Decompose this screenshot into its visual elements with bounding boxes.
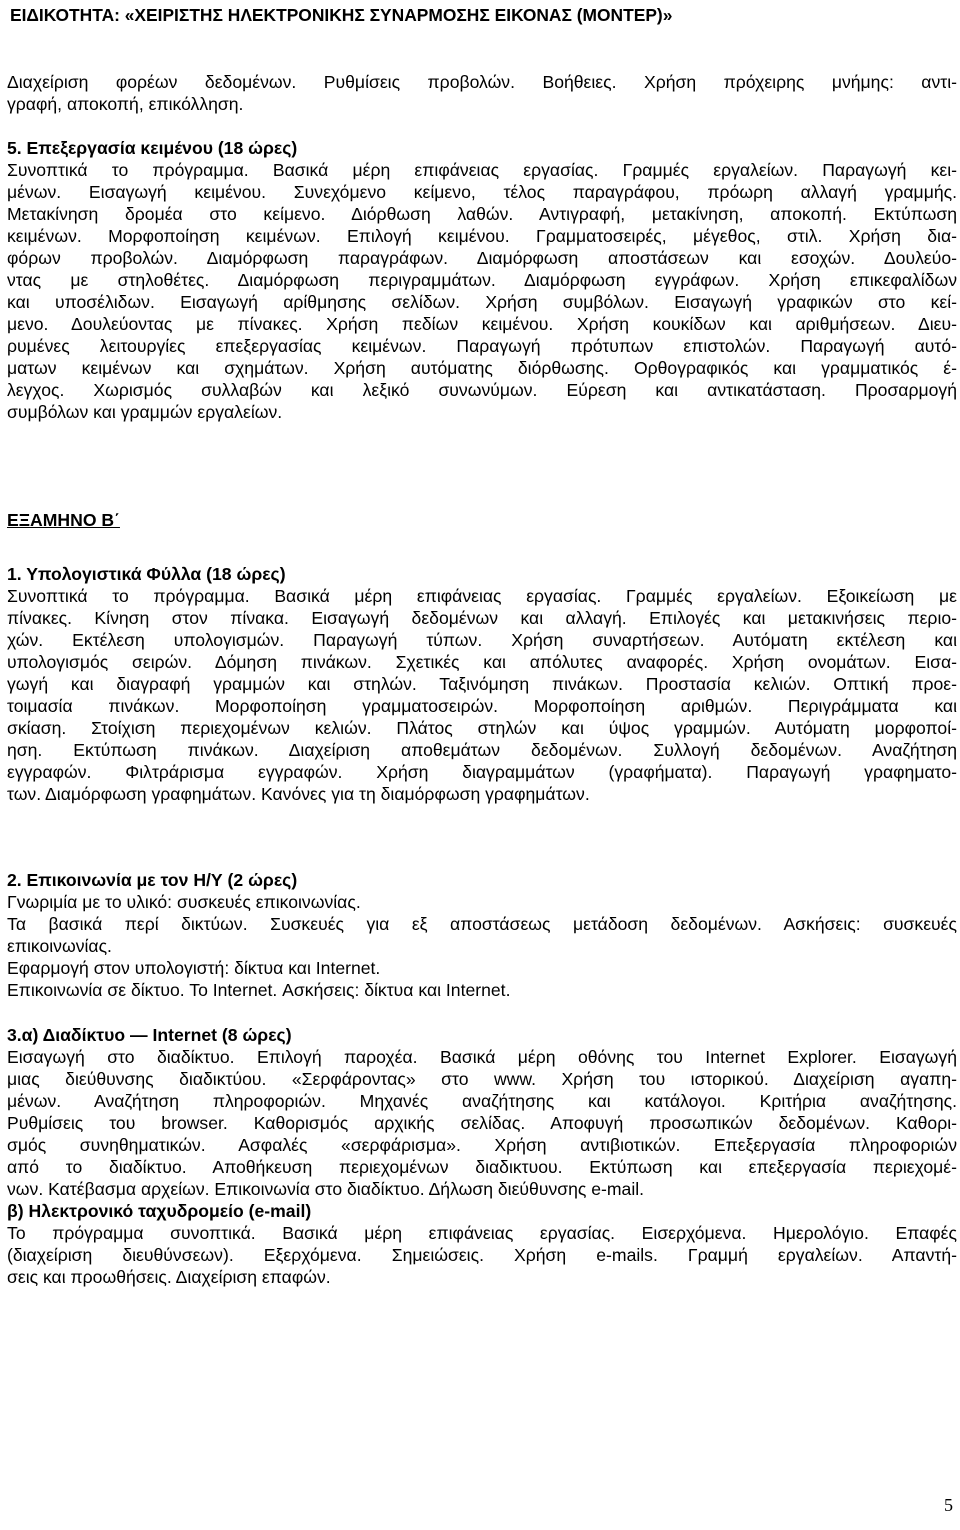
paragraph-line: συμβόλων και γραμμών εργαλείων. <box>7 402 283 422</box>
paragraph-line: ρυμένες λειτουργίες επεξεργασίας κειμένων. Παραγωγή πρότυπων επιστολών. Παραγωγή αυτό- <box>7 336 957 356</box>
paragraph-line: Το πρόγραμμα συνοπτικά. Βασικά μέρη επιφάνειας εργασίας. Εισερχόμενα. Ημερολόγιο. Επαφές <box>7 1223 957 1243</box>
paragraph-line: χών. Εκτέλεση υπολογισμών. Παραγωγή τύπων. Χρήση συναρτήσεων. Αυτόματη εκτέλεση και <box>7 630 957 650</box>
paragraph-line: γωγή και διαγραφή γραμμών και στηλών. Ταξινόμηση πινάκων. Προστασία κελιών. Οπτική προε- <box>7 674 957 694</box>
paragraph-line: σεις και προωθήσεις. Διαχείριση επαφών. <box>7 1267 331 1287</box>
section-title: 1. Υπολογιστικά Φύλλα (18 ώρες) <box>7 564 286 584</box>
paragraph-line: επικοινωνίας. <box>7 936 112 956</box>
section-title: β) Ηλεκτρονικό ταχυδρομείο (e-mail) <box>7 1201 312 1221</box>
paragraph-line: Γνωριμία με το υλικό: συσκευές επικοινωνίας. <box>7 892 361 912</box>
paragraph-line: Συνοπτικά το πρόγραμμα. Βασικά μέρη επιφάνειας εργασίας. Γραμμές εργαλείων. Παραγωγή κει- <box>7 160 957 180</box>
paragraph-line: Τα βασικά περί δικτύων. Συσκευές για εξ αποστάσεως μετάδοση δεδομένων. Ασκήσεις: συσκευές <box>7 914 957 934</box>
paragraph-line: ματων κειμένων και σχημάτων. Χρήση αυτόματης διόρθωσης. Ορθογραφικός και γραμματικός έ- <box>7 358 957 378</box>
paragraph-line: μένων. Εισαγωγή κειμένου. Συνεχόμενο κείμενο, τέλος παραγράφου, πρόωρη αλλαγή γραμμής. <box>7 182 957 202</box>
paragraph-line: κειμένων. Μορφοποίηση κειμένων. Επιλογή κειμένου. Γραμματοσειρές, μέγεθος, στιλ. Χρήση δια- <box>7 226 957 246</box>
page-header: ΕΙΔΙΚΟΤΗΤΑ: «ΧΕΙΡΙΣΤΗΣ ΗΛΕΚΤΡΟΝΙΚΗΣ ΣΥΝΑΡΜΟΣΗΣ ΕΙΚΟΝΑΣ (ΜΟΝΤΕΡ)» <box>10 5 673 25</box>
paragraph-line: Εφαρμογή στον υπολογιστή: δίκτυα και Internet. <box>7 958 381 978</box>
paragraph-line: μένων. Αναζήτηση πληροφοριών. Μηχανές αναζήτησης και κατάλογοι. Κριτήρια αναζήτησης. <box>7 1091 957 1111</box>
section-title: 2. Επικοινωνία με τον Η/Υ (2 ώρες) <box>7 870 298 890</box>
paragraph-line: νων. Κατέβασμα αρχείων. Επικοινωνία στο διαδίκτυο. Δήλωση διεύθυνσης e-mail. <box>7 1179 645 1199</box>
paragraph-line: των. Διαμόρφωση γραφημάτων. Κανόνες για τη διαμόρφωση γραφημάτων. <box>7 784 590 804</box>
paragraph-line: μιας διεύθυνσης διαδικτύου. «Σερφάροντας» στο www. Χρήση του ιστορικού. Διαχείριση αγαπη- <box>7 1069 957 1089</box>
paragraph-line: λεγχος. Χωρισμός συλλαβών και λεξικό συνωνύμων. Εύρεση και αντικατάσταση. Προσαρμογή <box>7 380 957 400</box>
semester-title: ΕΞΑΜΗΝΟ Β΄ <box>7 510 120 530</box>
page-number: 5 <box>944 1495 953 1515</box>
paragraph-line: και υποσέλιδων. Εισαγωγή αρίθμησης σελίδων. Χρήση συμβόλων. Εισαγωγή γραφικών στο κεί- <box>7 292 957 312</box>
paragraph-line: υπολογισμός σειρών. Δόμηση πινάκων. Σχετικές και απόλυτες αναφορές. Χρήση ονομάτων. Εισα- <box>7 652 957 672</box>
paragraph-line: Επικοινωνία σε δίκτυο. Το Internet. Ασκήσεις: δίκτυα και Internet. <box>7 980 511 1000</box>
paragraph-line: μενο. Δουλεύοντας με πίνακες. Χρήση πεδίων κειμένου. Χρήση κουκίδων και αριθμήσεων. Διευ- <box>7 314 957 334</box>
section-title: 3.α) Διαδίκτυο — Internet (8 ώρες) <box>7 1025 292 1045</box>
paragraph-line: Συνοπτικά το πρόγραμμα. Βασικά μέρη επιφάνειας εργασίας. Γραμμές εργαλείων. Εξοικείωση με <box>7 586 957 606</box>
paragraph-line: Μετακίνηση δρομέα στο κείμενο. Διόρθωση λαθών. Αντιγραφή, μετακίνηση, αποκοπή. Εκτύπωση <box>7 204 957 224</box>
paragraph-line: φόρων προβολών. Διαμόρφωση παραγράφων. Διαμόρφωση αποστάσεων και εσοχών. Δουλεύο- <box>7 248 957 268</box>
section-title: 5. Επεξεργασία κειμένου (18 ώρες) <box>7 138 298 158</box>
paragraph-line: σκίαση. Στοίχιση περιεχομένων κελιών. Πλάτος στηλών και ύψος γραμμών. Αυτόματη μορφοποί- <box>7 718 957 738</box>
paragraph-line: (διαχείριση διευθύνσεων). Εξερχόμενα. Σημειώσεις. Χρήση e-mails. Γραμμή εργαλείων. Απαντή- <box>7 1245 957 1265</box>
paragraph-line: Διαχείριση φορέων δεδομένων. Ρυθμίσεις προβολών. Βοήθειες. Χρήση πρόχειρης μνήμης: αντι- <box>7 72 957 92</box>
paragraph-line: τοιμασία πινάκων. Μορφοποίηση γραμματοσειρών. Μορφοποίηση αριθμών. Περιγράμματα και <box>7 696 957 716</box>
paragraph-line: ντας με στηλοθέτες. Διαμόρφωση περιγραμμάτων. Διαμόρφωση εγγράφων. Χρήση επικεφαλίδων <box>7 270 957 290</box>
paragraph-line: σμός συνηθηματικών. Ασφαλές «σερφάρισμα». Χρήση αντιβιοτικών. Επεξεργασία πληροφοριών <box>7 1135 957 1155</box>
paragraph-line: γραφή, αποκοπή, επικόλληση. <box>7 94 244 114</box>
paragraph-line: από το διαδίκτυο. Αποθήκευση περιεχομένων διαδικτυου. Εκτύπωση και επεξεργασία περιεχομέ- <box>7 1157 957 1177</box>
paragraph-line: εγγραφών. Φιλτράρισμα εγγραφών. Χρήση διαγραμμάτων (γραφήματα). Παραγωγή γραφηματο- <box>7 762 957 782</box>
paragraph-line: ηση. Εκτύπωση πινάκων. Διαχείριση αποθεμάτων δεδομένων. Συλλογή δεδομένων. Αναζήτηση <box>7 740 957 760</box>
paragraph-line: Ρυθμίσεις του browser. Καθορισμός αρχικής σελίδας. Αποφυγή προσωπικών δεδομένων. Καθορι- <box>7 1113 957 1133</box>
paragraph-line: Εισαγωγή στο διαδίκτυο. Επιλογή παροχέα. Βασικά μέρη οθόνης του Internet Explorer. Εισαγωγή <box>7 1047 957 1067</box>
paragraph-line: πίνακες. Κίνηση στον πίνακα. Εισαγωγή δεδομένων και αλλαγή. Επιλογές και μετακινήσεις περιο- <box>7 608 957 628</box>
